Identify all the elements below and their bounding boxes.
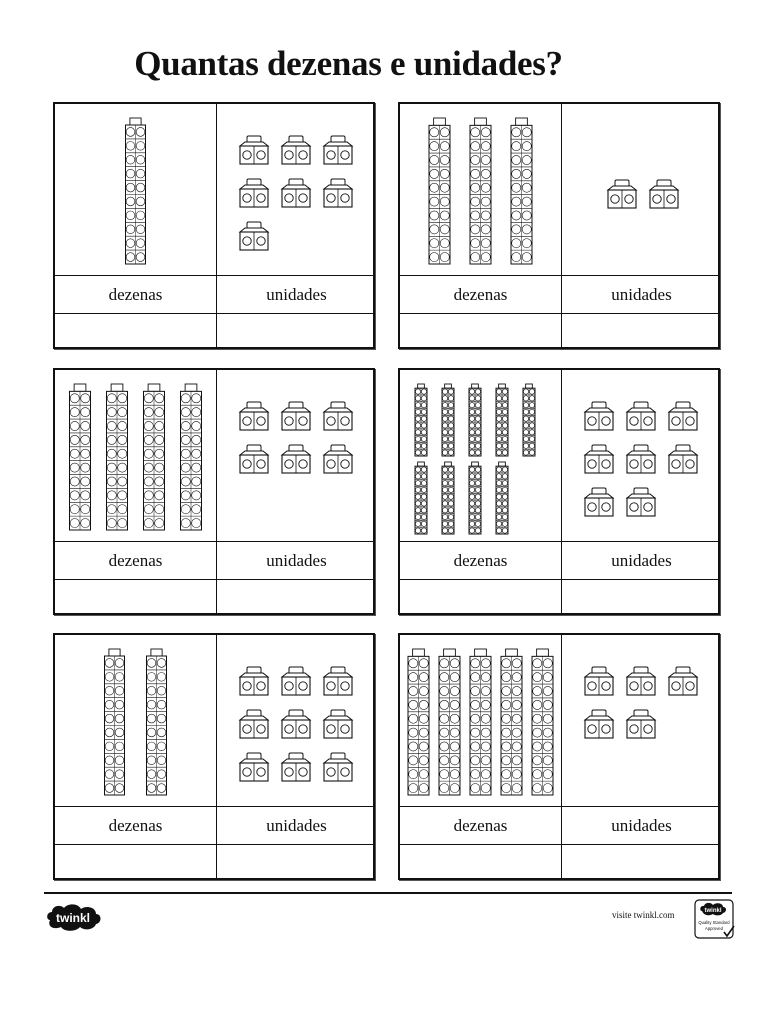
unit-cube [669, 402, 697, 430]
unit-cube [240, 402, 268, 430]
ten-rod [511, 118, 532, 264]
unit-cube [650, 180, 678, 208]
ten-rod [523, 384, 535, 456]
ten-rod [469, 384, 481, 456]
ten-rod [532, 649, 553, 795]
tens-label: dezenas [453, 551, 508, 570]
unit-cube [282, 710, 310, 738]
unit-cube [669, 445, 697, 473]
tens-answer-box[interactable] [400, 580, 559, 615]
unit-cube [585, 667, 613, 695]
base-ten-blocks [55, 104, 375, 274]
tens-answer-box[interactable] [400, 314, 559, 349]
unit-cube [585, 488, 613, 516]
unit-cube [627, 710, 655, 738]
tens-label: dezenas [453, 816, 508, 835]
ten-rod [496, 384, 508, 456]
unit-cube [324, 667, 352, 695]
ten-rod [470, 649, 491, 795]
ones-label: unidades [611, 551, 672, 570]
badge-line2: Approved [705, 926, 723, 931]
base-ten-blocks [55, 635, 375, 805]
ones-answer-box[interactable] [217, 845, 376, 880]
ten-rod [105, 649, 125, 795]
ten-rod [470, 118, 491, 264]
unit-cube [282, 136, 310, 164]
unit-cube [324, 402, 352, 430]
exercise-panel [398, 368, 720, 615]
ones-answer-box[interactable] [562, 580, 721, 615]
ten-rod [496, 462, 508, 534]
exercise-panel [53, 633, 375, 880]
exercise-panel [53, 102, 375, 349]
visit-link-text[interactable]: visite twinkl.com [612, 910, 675, 920]
twinkl-logo [44, 900, 104, 934]
tens-label: dezenas [108, 551, 163, 570]
ones-label: unidades [266, 285, 327, 304]
ten-rod [469, 462, 481, 534]
tens-label: dezenas [108, 285, 163, 304]
ten-rod [439, 649, 460, 795]
tens-answer-box[interactable] [55, 580, 214, 615]
badge-brand-text: twinkl [704, 908, 722, 914]
unit-cube [240, 753, 268, 781]
unit-cube [282, 667, 310, 695]
unit-cube [627, 445, 655, 473]
unit-cube [669, 667, 697, 695]
ones-answer-box[interactable] [562, 314, 721, 349]
ten-rod [408, 649, 429, 795]
ones-label: unidades [266, 551, 327, 570]
ten-rod [415, 384, 427, 456]
unit-cube [240, 710, 268, 738]
unit-cube [240, 179, 268, 207]
unit-cube [240, 136, 268, 164]
unit-cube [627, 488, 655, 516]
ten-rod [181, 384, 202, 530]
ten-rod [501, 649, 522, 795]
ten-rod [415, 462, 427, 534]
ten-rod [442, 462, 454, 534]
unit-cube [585, 445, 613, 473]
tens-label: dezenas [453, 285, 508, 304]
unit-cube [240, 667, 268, 695]
unit-cube [627, 402, 655, 430]
unit-cube [282, 445, 310, 473]
ten-rod [126, 118, 146, 264]
ten-rod [147, 649, 167, 795]
ones-answer-box[interactable] [562, 845, 721, 880]
unit-cube [282, 753, 310, 781]
unit-cube [627, 667, 655, 695]
ones-answer-box[interactable] [217, 580, 376, 615]
unit-cube [324, 710, 352, 738]
base-ten-blocks [400, 104, 720, 274]
unit-cube [240, 222, 268, 250]
tens-label: dezenas [108, 816, 163, 835]
unit-cube [324, 136, 352, 164]
ones-label: unidades [611, 285, 672, 304]
ten-rod [107, 384, 128, 530]
ones-label: unidades [266, 816, 327, 835]
unit-cube [608, 180, 636, 208]
exercise-panel [398, 102, 720, 349]
base-ten-blocks [400, 635, 720, 805]
ten-rod [429, 118, 450, 264]
tens-answer-box[interactable] [55, 845, 214, 880]
unit-cube [282, 179, 310, 207]
tens-answer-box[interactable] [400, 845, 559, 880]
ten-rod [70, 384, 91, 530]
unit-cube [324, 445, 352, 473]
unit-cube [585, 710, 613, 738]
exercise-panel [398, 633, 720, 880]
base-ten-blocks [55, 370, 375, 540]
ones-label: unidades [611, 816, 672, 835]
unit-cube [282, 402, 310, 430]
footer-divider [44, 892, 732, 894]
unit-cube [324, 753, 352, 781]
unit-cube [324, 179, 352, 207]
worksheet-title: Quantas dezenas e unidades? [134, 44, 563, 83]
twinkl-logo-text: twinkl [55, 911, 91, 925]
base-ten-blocks [400, 370, 720, 540]
badge-line1: Quality Standard [698, 920, 730, 925]
ten-rod [442, 384, 454, 456]
quality-badge [694, 899, 736, 941]
ones-answer-box[interactable] [217, 314, 376, 349]
tens-answer-box[interactable] [55, 314, 214, 349]
unit-cube [240, 445, 268, 473]
exercise-panel [53, 368, 375, 615]
ten-rod [144, 384, 165, 530]
unit-cube [585, 402, 613, 430]
